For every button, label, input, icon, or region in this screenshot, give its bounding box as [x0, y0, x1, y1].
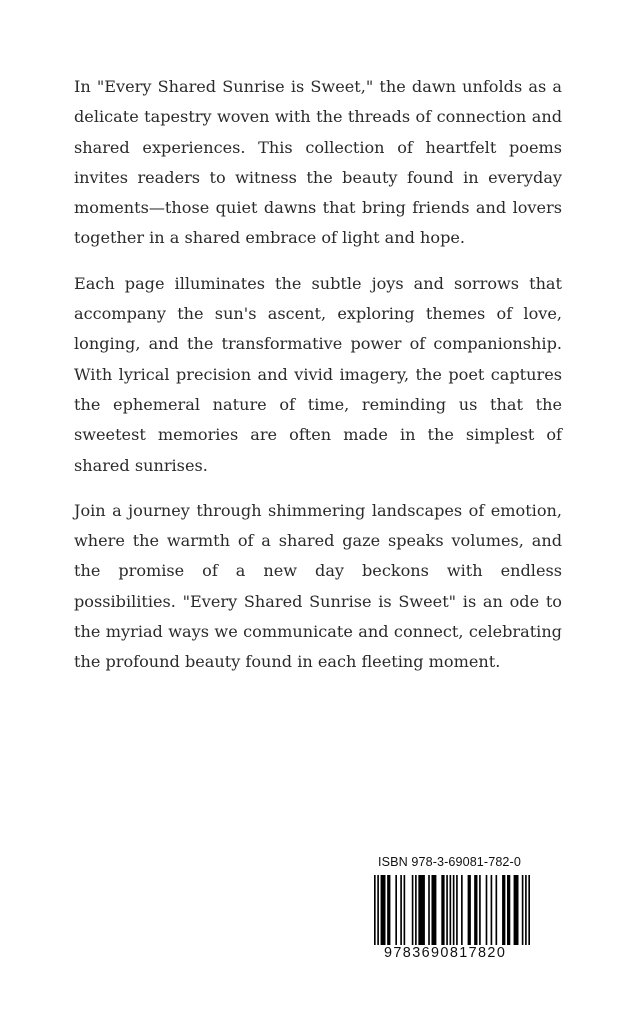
barcode-bar — [479, 875, 481, 945]
barcode-image — [374, 875, 530, 945]
barcode-bar — [446, 875, 448, 945]
barcode-bar — [507, 875, 510, 945]
barcode-bar — [525, 875, 527, 945]
barcode-bar — [431, 875, 436, 945]
barcode-bar — [415, 875, 417, 945]
description-paragraph-3: Join a journey through shimmering landscapes of emotion, where the warmth of a shared gaze speaks volumes, and the promise of a new day beckons with endless possibilities. "Every Shared Sunrise is Sweet" is an ode to the myriad ways we communicate and connect, celebrating the profound beauty found in each fleeting moment. — [74, 500, 562, 672]
barcode-bar — [486, 875, 488, 945]
isbn-barcode-block — [370, 855, 534, 967]
barcode-bar — [522, 875, 524, 945]
barcode-bar — [491, 875, 493, 945]
barcode-bar — [450, 875, 452, 945]
barcode-bar — [387, 875, 390, 945]
barcode-digits: 9783690817820 — [384, 945, 507, 961]
barcode-bar — [404, 875, 406, 945]
barcode-bar — [496, 875, 498, 945]
barcode-bar — [474, 875, 477, 945]
barcode-bar — [418, 875, 425, 945]
barcode-bar — [456, 875, 458, 945]
description-paragraph-2: Each page illuminates the subtle joys and sorrows that accompany the sun's ascent, exploring themes of love, longing, and the transformative power of companionship. With lyrical precision and vivid imagery, the poet captures the ephemeral nature of time, reminding us that the sweetest memories are often made in the simplest of shared sunrises. — [74, 273, 562, 475]
barcode-bar — [441, 875, 444, 945]
barcode-bar — [514, 875, 519, 945]
description-paragraph-1: In "Every Shared Sunrise is Sweet," the dawn unfolds as a delicate tapestry woven with the threads of connection and shared experiences. This collection of heartfelt poems invites readers to witness the beauty found in everyday moments—those quiet dawns that bring friends and lovers together in a shared embrace of light and hope. — [74, 77, 562, 248]
barcode-bar — [468, 875, 471, 945]
barcode-bar — [374, 875, 376, 945]
barcode-bar — [400, 875, 402, 945]
isbn-label: ISBN 978-3-69081-782-0 — [378, 855, 521, 869]
barcode-bar — [502, 875, 505, 945]
barcode-bar — [453, 875, 455, 945]
barcode-bar — [412, 875, 414, 945]
barcode-bar — [377, 875, 379, 945]
barcode-bar — [461, 875, 463, 945]
barcode-bar — [395, 875, 397, 945]
barcode-bar — [381, 875, 386, 945]
barcode-bar — [528, 875, 530, 945]
book-description — [74, 72, 562, 693]
barcode-bar — [428, 875, 430, 945]
